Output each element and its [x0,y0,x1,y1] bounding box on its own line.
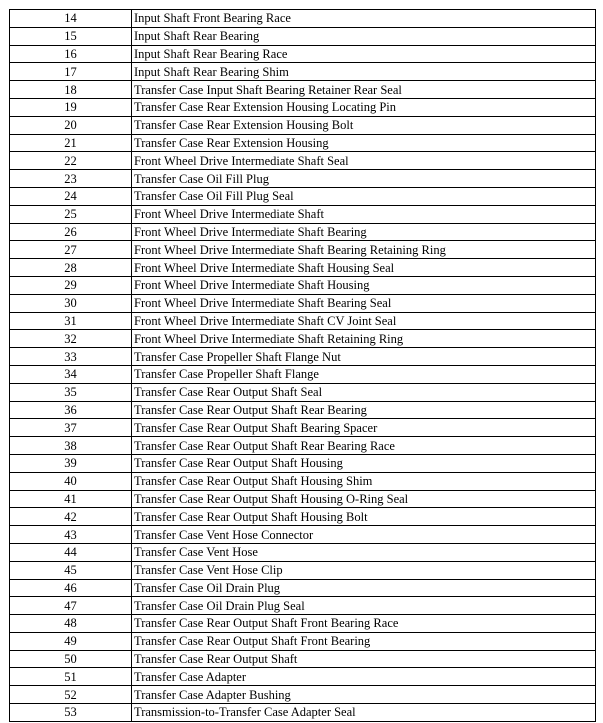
part-number-cell: 44 [10,543,132,561]
part-number-cell: 18 [10,81,132,99]
table-row [10,81,596,99]
part-number-cell: 38 [10,437,132,455]
part-number-cell: 35 [10,383,132,401]
table-row [10,686,596,704]
table-row [10,472,596,490]
table-row [10,704,596,722]
table-row [10,543,596,561]
part-description-cell: Transfer Case Rear Output Shaft Bearing Spacer [132,419,596,437]
part-description-cell: Transfer Case Rear Output Shaft Rear Bearing [132,401,596,419]
table-row [10,152,596,170]
table-row [10,383,596,401]
part-number-cell: 31 [10,312,132,330]
part-description-cell: Transfer Case Vent Hose [132,543,596,561]
part-number-cell: 20 [10,116,132,134]
part-number-cell: 42 [10,508,132,526]
part-description-cell: Transfer Case Rear Output Shaft Front Bearing [132,632,596,650]
part-number-cell: 24 [10,187,132,205]
part-number-cell: 39 [10,454,132,472]
part-number-cell: 21 [10,134,132,152]
part-description-cell: Transfer Case Rear Output Shaft Seal [132,383,596,401]
table-row [10,632,596,650]
part-description-cell: Transfer Case Rear Extension Housing Bolt [132,116,596,134]
table-row [10,454,596,472]
table-row [10,650,596,668]
part-number-cell: 34 [10,365,132,383]
table-row [10,348,596,366]
table-row [10,98,596,116]
part-description-cell: Transfer Case Vent Hose Clip [132,561,596,579]
part-number-cell: 51 [10,668,132,686]
part-description-cell: Transfer Case Propeller Shaft Flange [132,365,596,383]
table-row [10,668,596,686]
part-number-cell: 37 [10,419,132,437]
part-number-cell: 45 [10,561,132,579]
part-description-cell: Transfer Case Oil Fill Plug [132,170,596,188]
table-row [10,170,596,188]
table-row [10,205,596,223]
part-description-cell: Transfer Case Rear Output Shaft Housing O-Ring Seal [132,490,596,508]
parts-table [9,9,596,722]
table-row [10,276,596,294]
part-number-cell: 33 [10,348,132,366]
table-row [10,615,596,633]
table-row [10,437,596,455]
table-row [10,63,596,81]
part-description-cell: Transfer Case Oil Drain Plug [132,579,596,597]
table-row [10,45,596,63]
table-row [10,294,596,312]
part-number-cell: 22 [10,152,132,170]
part-description-cell: Front Wheel Drive Intermediate Shaft Housing Seal [132,259,596,277]
part-number-cell: 15 [10,27,132,45]
part-number-cell: 32 [10,330,132,348]
part-number-cell: 16 [10,45,132,63]
part-description-cell: Front Wheel Drive Intermediate Shaft Retaining Ring [132,330,596,348]
part-number-cell: 36 [10,401,132,419]
part-number-cell: 23 [10,170,132,188]
part-number-cell: 26 [10,223,132,241]
part-number-cell: 43 [10,526,132,544]
part-description-cell: Transfer Case Rear Output Shaft Front Bearing Race [132,615,596,633]
part-number-cell: 14 [10,10,132,28]
table-row [10,419,596,437]
part-number-cell: 48 [10,615,132,633]
part-number-cell: 47 [10,597,132,615]
part-description-cell: Transfer Case Adapter [132,668,596,686]
part-description-cell: Input Shaft Rear Bearing Race [132,45,596,63]
part-description-cell: Transfer Case Rear Output Shaft Housing Shim [132,472,596,490]
part-number-cell: 28 [10,259,132,277]
part-description-cell: Transfer Case Adapter Bushing [132,686,596,704]
part-number-cell: 41 [10,490,132,508]
table-row [10,10,596,28]
part-number-cell: 53 [10,704,132,722]
part-description-cell: Transfer Case Oil Drain Plug Seal [132,597,596,615]
part-number-cell: 40 [10,472,132,490]
table-row [10,490,596,508]
table-row [10,579,596,597]
table-row [10,597,596,615]
part-number-cell: 25 [10,205,132,223]
part-number-cell: 50 [10,650,132,668]
part-number-cell: 52 [10,686,132,704]
table-row [10,241,596,259]
part-description-cell: Front Wheel Drive Intermediate Shaft Seal [132,152,596,170]
part-number-cell: 29 [10,276,132,294]
part-description-cell: Front Wheel Drive Intermediate Shaft CV Joint Seal [132,312,596,330]
part-number-cell: 17 [10,63,132,81]
part-description-cell: Input Shaft Rear Bearing [132,27,596,45]
part-description-cell: Transfer Case Rear Extension Housing [132,134,596,152]
part-number-cell: 27 [10,241,132,259]
table-row [10,365,596,383]
part-description-cell: Transfer Case Rear Extension Housing Locating Pin [132,98,596,116]
part-description-cell: Front Wheel Drive Intermediate Shaft Bearing Seal [132,294,596,312]
part-description-cell: Transfer Case Rear Output Shaft Housing [132,454,596,472]
part-description-cell: Transfer Case Rear Output Shaft Rear Bearing Race [132,437,596,455]
table-row [10,187,596,205]
part-description-cell: Transfer Case Rear Output Shaft [132,650,596,668]
table-row [10,330,596,348]
table-row [10,526,596,544]
part-description-cell: Front Wheel Drive Intermediate Shaft Bearing Retaining Ring [132,241,596,259]
part-number-cell: 49 [10,632,132,650]
table-row [10,508,596,526]
table-row [10,116,596,134]
table-row [10,312,596,330]
part-number-cell: 30 [10,294,132,312]
part-description-cell: Transfer Case Propeller Shaft Flange Nut [132,348,596,366]
part-number-cell: 46 [10,579,132,597]
part-description-cell: Front Wheel Drive Intermediate Shaft Housing [132,276,596,294]
table-row [10,561,596,579]
part-description-cell: Input Shaft Rear Bearing Shim [132,63,596,81]
part-description-cell: Transfer Case Rear Output Shaft Housing Bolt [132,508,596,526]
table-row [10,259,596,277]
table-row [10,223,596,241]
part-description-cell: Transfer Case Input Shaft Bearing Retainer Rear Seal [132,81,596,99]
part-description-cell: Front Wheel Drive Intermediate Shaft [132,205,596,223]
part-description-cell: Input Shaft Front Bearing Race [132,10,596,28]
parts-table-body [10,10,596,722]
table-row [10,134,596,152]
part-number-cell: 19 [10,98,132,116]
part-description-cell: Transfer Case Vent Hose Connector [132,526,596,544]
table-row [10,27,596,45]
part-description-cell: Transfer Case Oil Fill Plug Seal [132,187,596,205]
part-description-cell: Front Wheel Drive Intermediate Shaft Bearing [132,223,596,241]
table-row [10,401,596,419]
part-description-cell: Transmission-to-Transfer Case Adapter Seal [132,704,596,722]
